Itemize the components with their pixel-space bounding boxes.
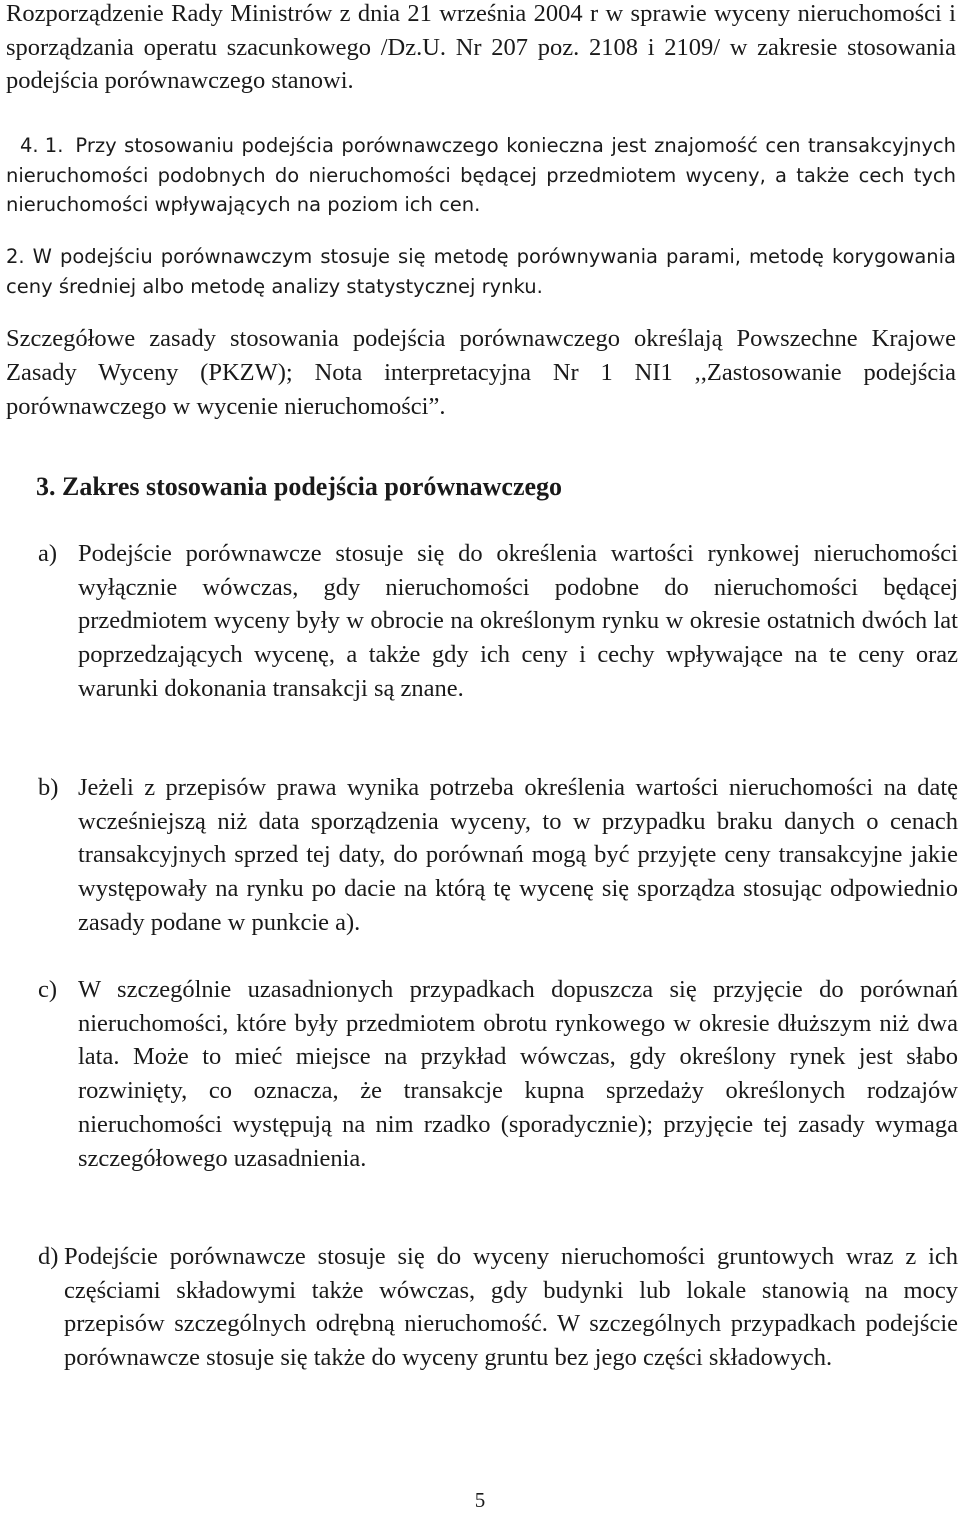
- list-item-text: Podejście porównawcze stosuje się do określenia wartości rynkowej nieruchomości wyłącznie wówczas, gdy nieruchomości podobne do nieruchomości będącej przedmiotem wyceny były w obrocie na określonym rynku w okresie ostatnich dwóch lat poprzedzających wycenę, a także gdy ich ceny i cechy wpływające na te ceny oraz warunki dokonania transakcji są znane.: [78, 540, 958, 702]
- section-4-point-2: [6, 242, 956, 301]
- list-item-c: [38, 973, 958, 1175]
- list-marker: d): [38, 1243, 59, 1270]
- point-1-number: 4. 1.: [20, 134, 64, 157]
- list-marker: a): [38, 540, 58, 567]
- list-item-a: [38, 537, 958, 706]
- list-marker: c): [38, 976, 58, 1003]
- intro-paragraph: Rozporządzenie Rady Ministrów z dnia 21 września 2004 r w sprawie wyceny nieruchomości i sporządzania operatu szacunkowego /Dz.U. Nr 207 poz. 2108 i 2109/ w zakresie stosowania podejścia porównawczego stanowi.: [6, 0, 956, 94]
- list-item-d: [38, 1240, 958, 1375]
- section-3-heading: 3. Zakres stosowania podejścia porównawczego: [36, 472, 563, 501]
- section-4-point-1: [6, 131, 956, 220]
- list-item-b: [38, 771, 958, 940]
- point-2-text: W podejściu porównawczym stosuje się metodę porównywania parami, metodę korygowania ceny średniej albo metodę analizy statystycznej rynku.: [6, 245, 956, 298]
- list-marker: b): [38, 774, 59, 801]
- point-2-number: 2.: [6, 245, 25, 268]
- list-item-text: Podejście porównawcze stosuje się do wyceny nieruchomości gruntowych wraz z ich częściami składowymi także wówczas, gdy budynki lub lokale stanowią na mocy przepisów szczególnych odrębną nieruchomość. W szczególnych przypadkach podejście porównawcze stosuje się także do wyceny gruntu bez jego części składowych.: [64, 1243, 958, 1372]
- point-1-text: Przy stosowaniu podejścia porównawczego konieczna jest znajomość cen transakcyjnych nieruchomości podobnych do nieruchomości będącej przedmiotem wyceny, a także cech tych nieruchomości wpływających na poziom ich cen.: [6, 134, 956, 216]
- page-number: 5: [474, 1488, 486, 1512]
- list-item-text: Jeżeli z przepisów prawa wynika potrzeba określenia wartości nieruchomości na datę wcześniejszą niż data sporządzenia wyceny, to w przypadku braku danych o cenach transakcyjnych sprzed tej daty, do porównań mogą być przyjęte ceny transakcyjne jakie występowały na rynku po dacie na którą tę wycenę się sporządza stosując odpowiednio zasady podane w punkcie a).: [78, 774, 958, 936]
- list-item-text: W szczególnie uzasadnionych przypadkach dopuszcza się przyjęcie do porównań nieruchomości, które były przedmiotem obrotu rynkowego w okresie dłuższym niż dwa lata. Może to mieć miejsce na przykład wówczas, gdy określony rynek jest słabo rozwinięty, co oznacza, że transakcje kupna sprzedaży określonych rodzajów nieruchomości występują na nim rzadko (sporadycznie); przyjęcie tej zasady wymaga szczegółowego uzasadnienia.: [78, 976, 958, 1172]
- details-paragraph: Szczegółowe zasady stosowania podejścia porównawczego określają Powszechne Krajowe Zasady Wyceny (PKZW); Nota interpretacyjna Nr 1 NI1 ,,Zastosowanie podejścia porównawczego w wycenie nieruchomości”.: [6, 325, 956, 420]
